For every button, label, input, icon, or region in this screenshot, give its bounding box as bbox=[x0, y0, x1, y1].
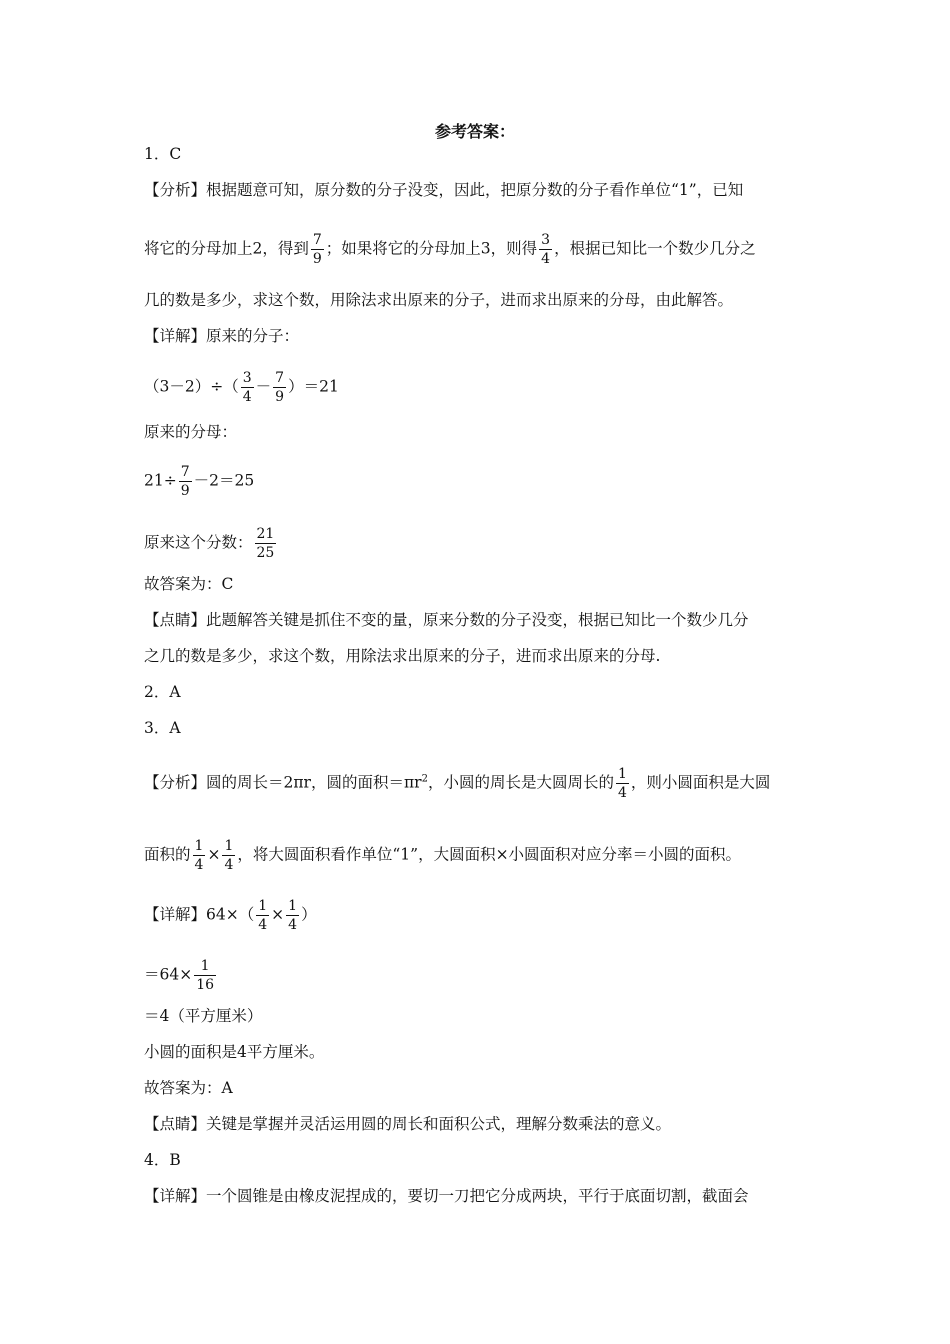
q1-comment-line2: 之几的数是多少，求这个数，用除法求出原来的分子，进而求出原来的分母. bbox=[144, 647, 661, 665]
fraction-1-4: $\frac{1}{4}$ bbox=[288, 898, 298, 933]
fraction-1-4: $\frac{1}{4}$ bbox=[224, 838, 234, 873]
q2-heading: 2．A bbox=[144, 683, 181, 701]
fraction-1-4: $\frac{1}{4}$ bbox=[194, 838, 204, 873]
q3-heading: 3．A bbox=[144, 719, 181, 737]
fraction-1-4: $\frac{1}{4}$ bbox=[617, 766, 627, 801]
page-title: 参考答案： bbox=[434, 122, 515, 141]
fraction-21-25: $\frac{21}{25}$ bbox=[256, 526, 275, 561]
q1-equation-numerator: （3－2）÷（ $\frac{3}{4}$ － $\frac{7}{9}$ ）＝21 bbox=[144, 370, 339, 405]
q1-fraction-result: 原来这个分数： $\frac{21}{25}$ bbox=[144, 526, 275, 561]
q1-detail-label: 【详解】原来的分子： bbox=[144, 327, 300, 345]
q3-step2: ＝64× $\frac{1}{16}$ bbox=[144, 958, 215, 993]
fraction-7-9: $\frac{7}{9}$ bbox=[312, 232, 322, 267]
q3-analysis-line1: 【分析】圆的周长＝2πr，圆的面积$=\pi r^2$，小圆的周长是大圆周长的 $\frac{1}{4}$ ，则小圆面积是大圆 bbox=[144, 766, 771, 801]
fraction-3-4: $\frac{3}{4}$ bbox=[242, 370, 252, 405]
q1-equation-denominator: 21÷ $\frac{7}{9}$ －2＝25 bbox=[144, 464, 255, 499]
q3-comment: 【点睛】关键是掌握并灵活运用圆的周长和面积公式，理解分数乘法的意义。 bbox=[144, 1115, 672, 1133]
q3-step3: ＝4（平方厘米） bbox=[144, 1007, 263, 1025]
q4-heading: 4．B bbox=[144, 1151, 181, 1169]
q1-analysis-line3: 几的数是多少，求这个数，用除法求出原来的分子，进而求出原来的分母，由此解答。 bbox=[144, 291, 734, 309]
q1-denominator-label: 原来的分母： bbox=[144, 423, 238, 441]
fraction-1-16: $\frac{1}{16}$ bbox=[196, 958, 215, 993]
q1-answer: 故答案为：C bbox=[144, 575, 234, 593]
fraction-1-4: $\frac{1}{4}$ bbox=[258, 898, 268, 933]
q3-analysis-line2: 面积的 $\frac{1}{4}$ × $\frac{1}{4}$ ，将大圆面积看作单位“1”，大圆面积×小圆面积对应分率＝小圆的面积。 bbox=[144, 838, 742, 873]
q3-detail: 【详解】64×（ $\frac{1}{4}$ × $\frac{1}{4}$ ） bbox=[144, 898, 317, 933]
fraction-3-4: $\frac{3}{4}$ bbox=[541, 232, 551, 267]
fraction-7-9: $\frac{7}{9}$ bbox=[180, 464, 190, 499]
q1-analysis-line1: 【分析】根据题意可知，原分数的分子没变，因此，把原分数的分子看作单位“1”，已知 bbox=[144, 181, 744, 199]
q1-heading: 1．C bbox=[144, 145, 182, 163]
fraction-7-9: $\frac{7}{9}$ bbox=[275, 370, 285, 405]
q3-conclusion: 小圆的面积是4平方厘米。 bbox=[144, 1043, 325, 1061]
q4-detail: 【详解】一个圆锥是由橡皮泥捏成的，要切一刀把它分成两块，平行于底面切割，截面会 bbox=[144, 1187, 749, 1205]
q1-comment-line1: 【点睛】此题解答关键是抓住不变的量，原来分数的分子没变，根据已知比一个数少几分 bbox=[144, 611, 749, 629]
q3-answer: 故答案为：A bbox=[144, 1079, 233, 1097]
q1-analysis-line2: 将它的分母加上2，得到 $\frac{7}{9}$ ；如果将它的分母加上3，则得 $\frac{3}{4}$ ，根据已知比一个数少几分之 bbox=[144, 232, 756, 267]
